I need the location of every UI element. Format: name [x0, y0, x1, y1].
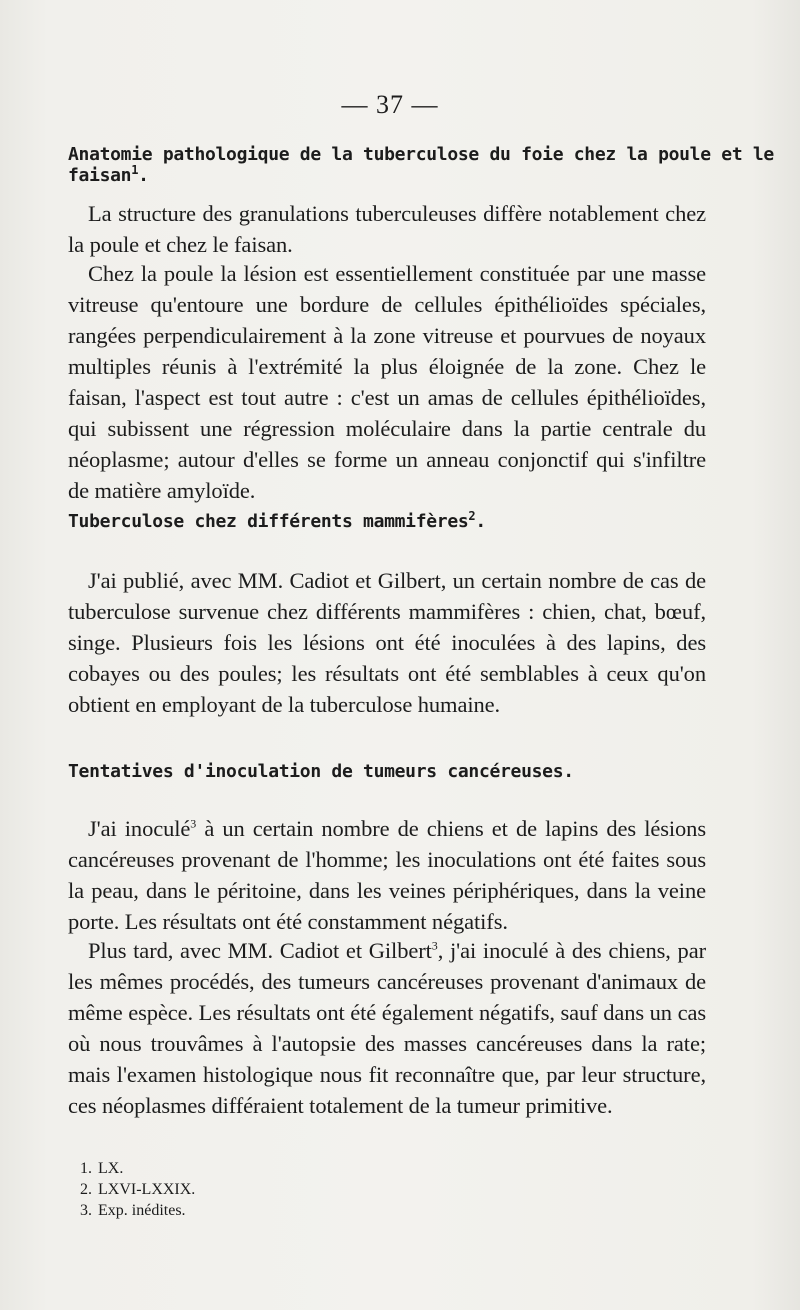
footnote-ref[interactable]: 3: [431, 938, 438, 953]
paragraph: [68, 935, 706, 1121]
paragraph: [68, 813, 706, 937]
paragraph-text: J'ai inoculé: [88, 816, 191, 841]
footnote-ref[interactable]: 2: [468, 509, 476, 523]
footnote-number: 3.: [80, 1202, 92, 1219]
heading-text: Anatomie pathologique de la tuberculose du foie chez la poule et le faisan: [68, 144, 774, 186]
footnote-text: LX.: [98, 1160, 124, 1177]
paragraph: J'ai publié, avec MM. Cadiot et Gilbert, un certain nombre de cas de tuberculose survenue chez différents mammifères : chien, chat, bœuf, singe. Plusieurs fois les lésions ont été inoculées à des lapins, des cobayes ou des poules; les résultats ont été semblables à ceux qu'on obtient en employant de la tuberculose humaine.: [68, 568, 706, 717]
paragraph-text: Plus tard, avec MM. Cadiot et Gilbert: [88, 938, 432, 963]
footnote: [80, 1200, 195, 1221]
page-number: — 37 —: [341, 90, 439, 119]
footnote: [80, 1179, 195, 1200]
footnote-ref[interactable]: 1: [131, 163, 139, 177]
paragraph-text: à un certain nombre de chiens et de lapins des lésions cancéreuses provenant de l'homme; les inoculations ont été faites sous la peau, dans le péritoine, dans les veines périphériques, dans la veine porte. Les résultats ont été constamment négatifs.: [68, 816, 706, 934]
paragraph-text: , j'ai inoculé à des chiens, par les mêmes procédés, des tumeurs cancéreuses provenant d'animaux de même espèce. Les résultats ont été également négatifs, sauf dans un cas où nous trouvâmes à l'autopsie des masses cancéreuses dans la rate; mais l'examen histologique nous fit reconnaître que, par leur structure, ces néoplasmes différaient totalement de la tumeur primitive.: [68, 938, 706, 1118]
section-heading-foie: [68, 144, 800, 186]
footnotes: [80, 1158, 195, 1221]
footnote-ref[interactable]: 3: [190, 816, 197, 831]
footnote: [80, 1158, 195, 1179]
footnote-text: Exp. inédites.: [98, 1202, 186, 1219]
section-heading-mammiferes: [68, 511, 486, 532]
footnote-number: 1.: [80, 1160, 92, 1177]
footnote-number: 2.: [80, 1181, 92, 1198]
section-heading-cancer: Tentatives d'inoculation de tumeurs cancéreuses.: [68, 761, 574, 782]
heading-tail: .: [475, 511, 486, 532]
heading-tail: .: [138, 165, 149, 186]
paragraph: La structure des granulations tuberculeuses diffère notablement chez la poule et chez le faisan.: [68, 201, 706, 257]
paragraph: Chez la poule la lésion est essentiellement constituée par une masse vitreuse qu'entoure une bordure de cellules épithélioïdes spéciales, rangées perpendiculairement à la zone vitreuse et pourvues de noyaux multiples réunis à l'extrémité la plus éloignée de la zone. Chez le faisan, l'aspect est tout autre : c'est un amas de cellules épithélioïdes, qui subissent une régression moléculaire dans la partie centrale du néoplasme; autour d'elles se forme un anneau conjonctif qui s'infiltre de matière amyloïde.: [68, 261, 706, 503]
footnote-text: LXVI-LXXIX.: [98, 1181, 196, 1198]
heading-text: Tuberculose chez différents mammifères: [68, 511, 469, 532]
